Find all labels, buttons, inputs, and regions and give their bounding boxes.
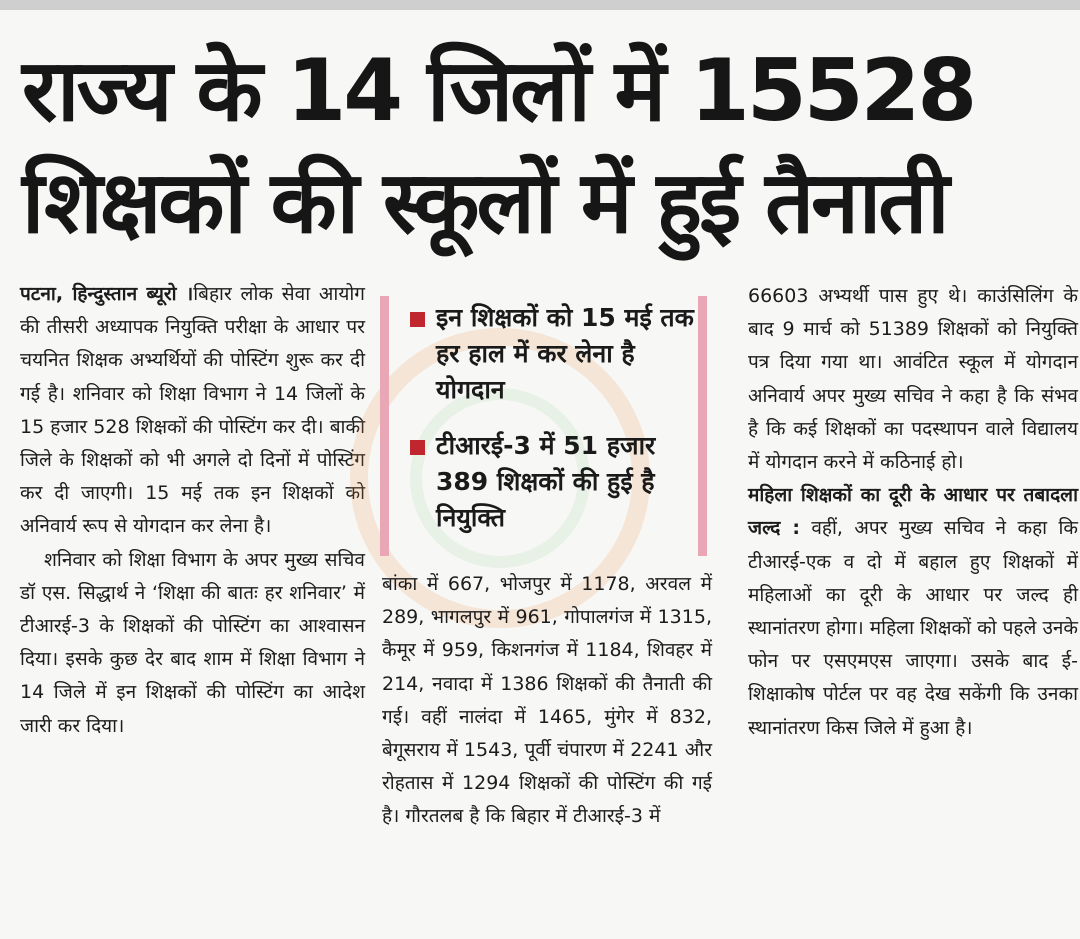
column-3-paragraph-1: 66603 अभ्यर्थी पास हुए थे। काउंसिलिंग के बाद 9 मार्च को 51389 शिक्षकों को नियुक्ति पत्र दिया गया था। आवंटित स्कूल में योगदान अनिवार्य अपर मुख्य सचिव ने कहा है कि संभव है कि कई शिक्षकों का पदस्थापन वाले विद्यालय में योगदान करने में कठिनाई हो। [748,285,1078,474]
article-column-3 [748,280,1078,745]
highlight-rule-left [380,296,389,556]
column-1-text-1: बिहार लोक सेवा आयोग की तीसरी अध्यापक नियुक्ति परीक्षा के आधार पर चयनित शिक्षक अभ्यर्थियों की पोस्टिंग शुरू कर दी गई है। शनिवार को शिक्षा विभाग ने 14 जिलों के 15 हजार 528 शिक्षकों की पोस्टिंग कर दी। बाकी जिले के शिक्षकों को भी अगले दो दिनों में पोस्टिंग कर दी जाएगी। 15 मई तक इन शिक्षकों को अनिवार्य रूप से योगदान कर लेना है। [20,283,365,538]
headline-line-2: शिक्षकों की स्कूलों में हुई तैनाती [22,153,947,253]
highlight-box [380,288,715,558]
column-1-paragraph-2: शनिवार को शिक्षा विभाग के अपर मुख्य सचिव डॉ एस. सिद्धार्थ ने ‘शिक्षा की बातः हर शनिवार’ में टीआरई-3 के शिक्षकों की पोस्टिंग का आश्वासन दिया। इसके कुछ देर बाद शाम में शिक्षा विभाग ने 14 जिले में इन शिक्षकों की पोस्टिंग का आदेश जारी कर दिया। [20,548,365,737]
highlight-item-2 [412,428,702,536]
article-column-1 [20,278,365,743]
headline-line-1: राज्य के 14 जिलों में 15528 [22,41,975,141]
highlight-item-2-text: टीआरई-3 में 51 हजार 389 शिक्षकों की हुई है नियुक्ति [436,431,656,532]
bullet-square-icon [410,440,425,455]
newspaper-clipping [0,10,1080,939]
article-column-2 [382,568,712,834]
screen-top-bar [0,0,1080,10]
dateline: पटना, हिन्दुस्तान ब्यूरो । [20,283,194,305]
column-2-paragraph-1: बांका में 667, भोजपुर में 1178, अरवल में 289, भागलपुर में 961, गोपालगंज में 1315, कैमूर में 959, किशनगंज में 1184, शिवहर में 214, नवादा में 1386 शिक्षकों की तैनाती की गई। वहीं नालंदा में 1465, मुंगेर में 832, बेगूसराय में 1543, पूर्वी चंपारण में 2241 और रोहतास में 1294 शिक्षकों की पोस्टिंग की गई है। गौरतलब है कि बिहार में टीआरई-3 में [382,573,712,828]
column-3-paragraph-2 [748,479,1078,745]
bullet-square-icon [410,312,425,327]
column-1-paragraph-1 [20,278,365,544]
highlight-item-1-text: इन शिक्षकों को 15 मई तक हर हाल में कर लेना है योगदान [436,303,694,404]
subheading: महिला शिक्षकों का दूरी के आधार पर तबादला जल्द : [748,484,1078,540]
highlight-item-1 [412,300,702,408]
column-3-text-2: वहीं, अपर मुख्य सचिव ने कहा कि टीआरई-एक व दो में बहाल हुए शिक्षकों में महिलाओं का दूरी के आधार पर जल्द ही स्थानांतरण होगा। महिला शिक्षकों को पहले उनके फोन पर एसएमएस जाएगा। उसके बाद ई-शिक्षाकोष पोर्टल पर वह देख सकेंगी कि उनका स्थानांतरण किस जिले में हुआ है। [748,517,1078,739]
